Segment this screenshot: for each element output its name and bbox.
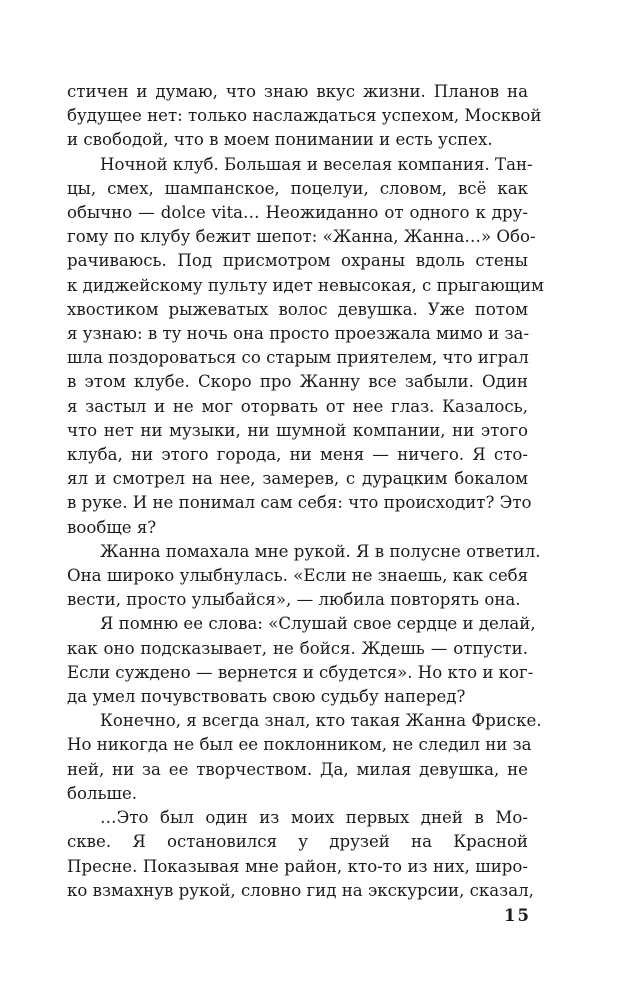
text-line: шла поздороваться со старым приятелем, что играл [67,348,529,368]
text-line: клуба, ни этого города, ни меня — ничего. Я сто- [67,445,528,465]
paragraph [67,612,536,709]
text-line: Я помню ее слова: «Слушай свое сердце и делай, [100,614,536,634]
paragraph [67,540,541,613]
paragraph [67,806,534,903]
text-line: в этом клубе. Скоро про Жанну все забыли. Один [67,372,528,392]
text-line: обычно — dolce vita… Неожиданно от одного к дру- [67,203,528,223]
text-line: в руке. И не понимал сам себя: что происходит? Это [67,493,532,513]
text-line: гому по клубу бежит шепот: «Жанна, Жанна…» Обо- [67,227,536,247]
text-line: Но никогда не был ее поклонником, не следил ни за [67,735,532,755]
text-line: к диджейскому пульту идет невысокая, с прыгающим [67,275,544,295]
text-line: и свободой, что в моем понимании и есть успех. [67,130,493,150]
text-line: Если суждено — вернется и сбудется». Но кто и ког- [67,662,534,682]
text-line: рачиваюсь. Под присмотром охраны вдоль стены [67,251,528,271]
text-line: Жанна помахала мне рукой. Я в полусне ответил. [100,541,541,561]
text-line: что нет ни музыки, ни шумной компании, ни этого [67,420,528,440]
body-text [67,80,544,903]
text-line: цы, смех, шампанское, поцелуи, словом, всё как [67,178,528,198]
text-line: Конечно, я всегда знал, кто такая Жанна Фриске. [100,711,542,731]
text-line: как оно подсказывает, не бойся. Ждешь — отпусти. [67,638,528,658]
page-number: 15 [504,906,531,925]
text-line: я узнаю: в ту ночь она просто проезжала мимо и за- [67,324,530,344]
paragraph [67,153,544,540]
text-line: вести, просто улыбайся», — любила повторять она. [67,590,521,610]
text-line: вообще я? [67,517,157,537]
paragraph [67,709,542,806]
text-line: Ночной клуб. Большая и веселая компания. Тан- [100,154,533,174]
text-line: скве. Я остановился у друзей на Красной [67,832,528,852]
paragraph [67,80,542,153]
text-line: стичен и думаю, что знаю вкус жизни. Планов на [67,82,528,101]
text-line: …Это был один из моих первых дней в Мо- [100,808,528,828]
text-line: ял и смотрел на нее, замерев, с дурацким бокалом [67,469,528,489]
text-line: я застыл и не мог оторвать от нее глаз. Казалось, [67,396,528,416]
text-line: больше. [67,783,138,803]
text-line: да умел почувствовать свою судьбу наперед? [67,687,466,707]
text-line: Пресне. Показывая мне район, кто-то из них, широ- [67,856,528,876]
text-line: хвостиком рыжеватых волос девушка. Уже потом [67,299,528,319]
text-line: ко взмахнув рукой, словно гид на экскурсии, сказал, [67,880,534,900]
text-line: ней, ни за ее творчеством. Да, милая девушка, не [67,759,528,779]
text-line: будущее нет: только наслаждаться успехом, Москвой [67,106,542,126]
text-line: Она широко улыбнулась. «Если не знаешь, как себя [67,566,529,586]
